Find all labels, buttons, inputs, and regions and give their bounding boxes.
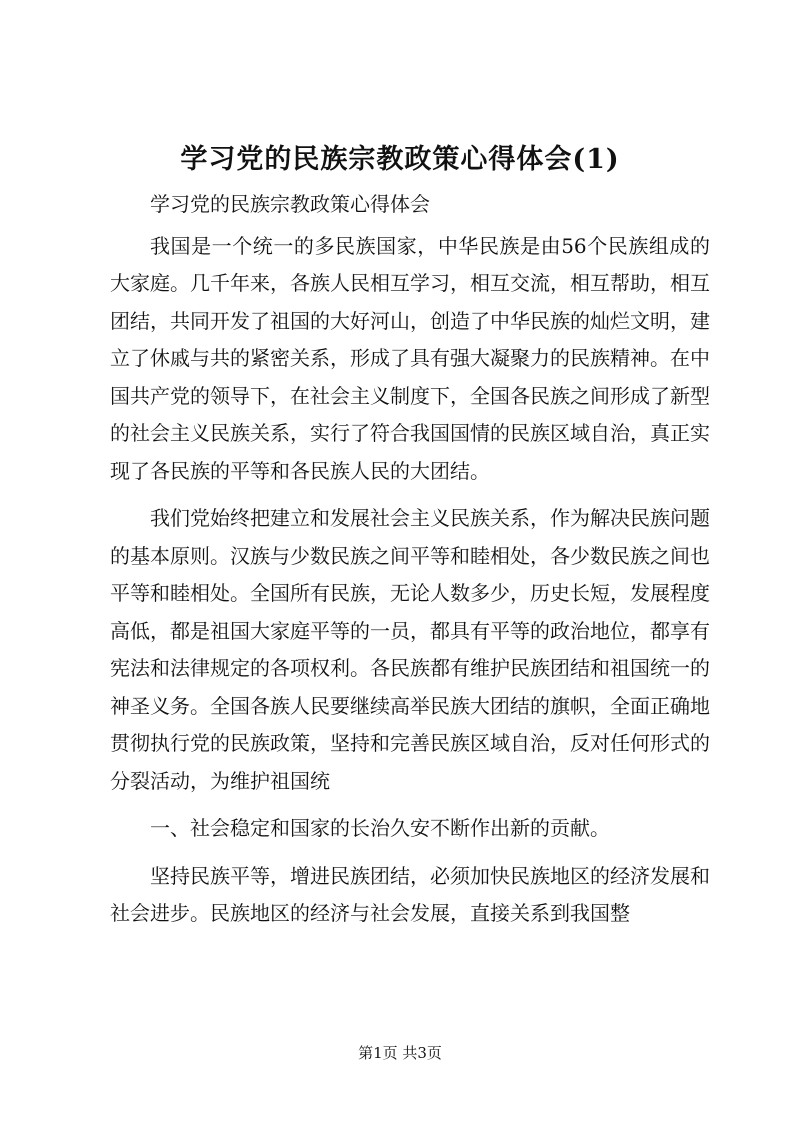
- document-title: 学习党的民族宗教政策心得体会(1): [180, 144, 620, 175]
- paragraph-4: 坚持民族平等，增进民族团结，必须加快民族地区的经济发展和社会进步。民族地区的经济与社会发展，直接关系到我国整: [110, 863, 710, 925]
- paragraph-2: 我们党始终把建立和发展社会主义民族关系，作为解决民族问题的基本原则。汉族与少数民族之间平等和睦相处，各少数民族之间也平等和睦相处。全国所有民族，无论人数多少，历史长短，发展程度高低，都是祖国大家庭平等的一员，都具有平等的政治地位，都享有宪法和法律规定的各项权利。各民族都有维护民族团结和祖国统一的神圣义务。全国各族人民要继续高举民族大团结的旗帜，全面正确地贯彻执行党的民族政策，坚持和完善民族区域自治，反对任何形式的分裂活动，为维护祖国统: [110, 506, 710, 793]
- paragraph-3: 一、社会稳定和国家的长治久安不断作出新的贡献。: [150, 816, 610, 840]
- page-footer: 第1页 共3页: [358, 1044, 442, 1062]
- document-subtitle: 学习党的民族宗教政策心得体会: [150, 192, 430, 216]
- document-body: [110, 186, 710, 933]
- paragraph-1: 我国是一个统一的多民族国家，中华民族是由56个民族组成的大家庭。几千年来，各族人民相互学习，相互交流，相互帮助，相互团结，共同开发了祖国的大好河山，创造了中华民族的灿烂文明，建立了休戚与共的紧密关系，形成了具有强大凝聚力的民族精神。在中国共产党的领导下，在社会主义制度下，全国各民族之间形成了新型的社会主义民族关系，实行了符合我国国情的民族区域自治，真正实现了各民族的平等和各民族人民的大团结。: [110, 233, 710, 483]
